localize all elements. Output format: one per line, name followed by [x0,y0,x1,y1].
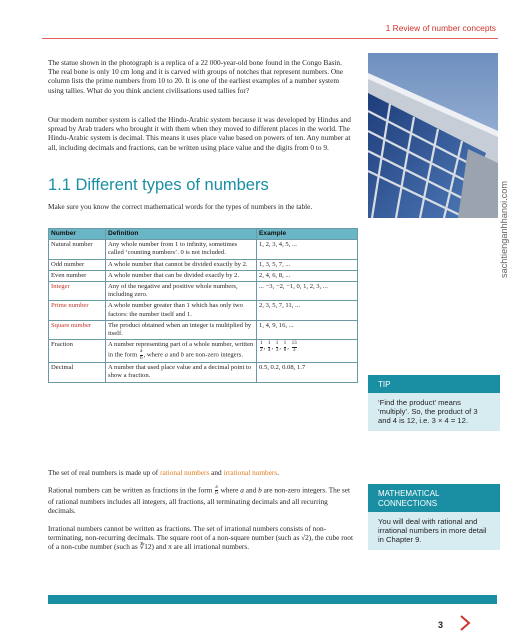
term-cell: Prime number [49,301,106,320]
definition-cell: The product obtained when an integer is multiplied by itself. [106,320,257,339]
building-photo [368,53,498,218]
real-numbers-paragraph [48,468,354,477]
column-header-example: Example [257,229,358,240]
rational-text: Rational numbers can be written as fractions in the form [48,485,213,495]
irrational-paragraph: Irrational numbers cannot be written as fractions. The set of irrational numbers consists of non-terminating, non-recurring decimals. The square root of a non-square number (such as √2), the cube root of a non-cube number (such as ∛12) and π are all irrational numbers. [48,524,353,552]
chevron-right-icon[interactable] [458,614,472,632]
term-cell: Natural number [49,240,106,259]
variable-a: a [164,351,168,359]
example-cell: 1, 2, 3, 4, 5, ... [257,240,358,259]
running-title: 1 Review of number concepts [385,23,496,33]
definition-text: and [169,351,180,359]
number-types-table [48,228,358,383]
variable-a: a [240,485,244,495]
example-fraction: $\frac{13}{3}$ [291,340,297,353]
example-cell: 1, 4, 9, 16, ... [257,320,358,339]
table-row [49,270,358,281]
real-numbers-text: . [277,468,280,477]
connections-label: MATHEMATICAL CONNECTIONS [368,484,500,514]
term-cell: Fraction [49,340,106,363]
page-number: 3 [438,620,444,630]
fraction-denominator: b [139,354,143,361]
section-instruction: Make sure you know the correct mathematical words for the types of numbers in the table. [48,202,313,211]
table-row [49,301,358,320]
table-row [49,340,358,363]
column-header-definition: Definition [106,229,257,240]
term-cell: Square number [49,320,106,339]
definition-cell: Any whole number from 1 to infinity, sometimes called ‘counting numbers’. 0 is not included. [106,240,257,259]
variable-b: b [180,351,185,359]
definition-text: A number representing part of a whole number, written in the form [108,341,254,359]
table-row [49,259,358,270]
example-cell: 2, 3, 5, 7, 11, ... [257,301,358,320]
rational-numbers-term: rational numbers [160,468,210,477]
example-cell: ... −3, −2, −1, 0, 1, 2, 3, ... [257,282,358,301]
example-cell: 1, 3, 5, 7, ... [257,259,358,270]
real-numbers-text: The set of real numbers is made up of [48,468,161,477]
term-cell: Odd number [49,259,106,270]
definition-cell [106,340,257,363]
definition-cell: A whole number greater than 1 which has only two factors: the number itself and 1. [106,301,257,320]
definition-cell: Any of the negative and positive whole numbers, including zero. [106,282,257,301]
fraction-numerator: a [140,348,143,355]
table-row [49,363,358,382]
tip-label: TIP [368,375,500,394]
term-cell: Integer [49,282,106,301]
table-row [49,282,358,301]
example-fraction: $\frac{1}{3}$ [275,340,279,353]
section-heading: 1.1 Different types of numbers [48,176,269,194]
definition-text: , where [143,351,163,359]
real-numbers-text: and [209,468,224,477]
fraction-a-over-b [140,349,143,361]
example-fraction: $\frac{1}{2}$ [260,340,263,353]
definition-cell: A whole number that cannot be divided exactly by 2. [106,259,257,270]
tip-body: ‘Find the product’ means ‘multiply’. So, the product of 3 and 4 is 12, i.e. 3 × 4 = 12. [368,393,500,431]
example-fraction: $\frac{1}{8}$ [283,340,287,353]
definition-cell: A number that used place value and a decimal point to show a fraction. [106,363,257,382]
example-cell: 0.5, 0.2, 0.08, 1.7 [257,363,358,382]
footer-bar [48,595,497,604]
building-illustration [368,53,498,218]
definition-cell: A whole number that can be divided exactly by 2. [106,270,257,281]
term-cell: Decimal [49,363,106,382]
rational-text: are non-zero integers. The set of rational numbers includes all integers, all fractions, all terminating decimals and all recurring decimals. [48,485,350,516]
fraction-a-over-b: $\frac{a}{b}$ [215,484,218,497]
intro-paragraph-1: The statue shown in the photograph is a replica of a 22 000-year-old bone found in the Congo Basin. The real bone is only 10 cm long and it is carved with groups of notches that represent numbers. One column lists the prime numbers from 10 to 20. It is one of the earliest examples of a number system using tallies. What do you think ancient civilisations used tallies for? [48,58,344,95]
intro-paragraph-2: Our modern number system is called the Hindu-Arabic system because it was developed by Hindus and spread by Arab traders who brought it with them when they moved to different places in the world. The Hindu-Arabic system is decimal. This means it uses place value based on powers of ten. Any number at all, including decimals and fractions, can be written using place value and the digits from 0 to 9. [48,115,351,152]
term-cell: Even number [49,270,106,281]
table-header-row [49,229,358,240]
column-header-number: Number [49,229,106,240]
page-header [0,20,520,40]
example-cell: $\frac{1}{2}$ , $\frac{1}{4}$ , $\frac{1}{3}$ , $\frac{1}{8}$ , $\frac{13}{3}$ [257,340,358,363]
irrational-numbers-term: irrational numbers [223,468,278,477]
example-fraction: $\frac{1}{4}$ [267,340,271,353]
watermark-text: sachtienganhhanoi.com [499,180,509,278]
table-row [49,240,358,259]
example-cell: 2, 4, 6, 8, ... [257,270,358,281]
rational-text: where [220,485,239,495]
connections-body: You will deal with rational and irrational numbers in more detail in Chapter 9. [368,512,500,550]
table-row [49,320,358,339]
header-rule [42,38,498,39]
rational-text: and [245,485,257,495]
rational-paragraph [48,485,354,515]
definition-text: are non-zero integers. [185,351,244,359]
variable-b: b [258,485,262,495]
